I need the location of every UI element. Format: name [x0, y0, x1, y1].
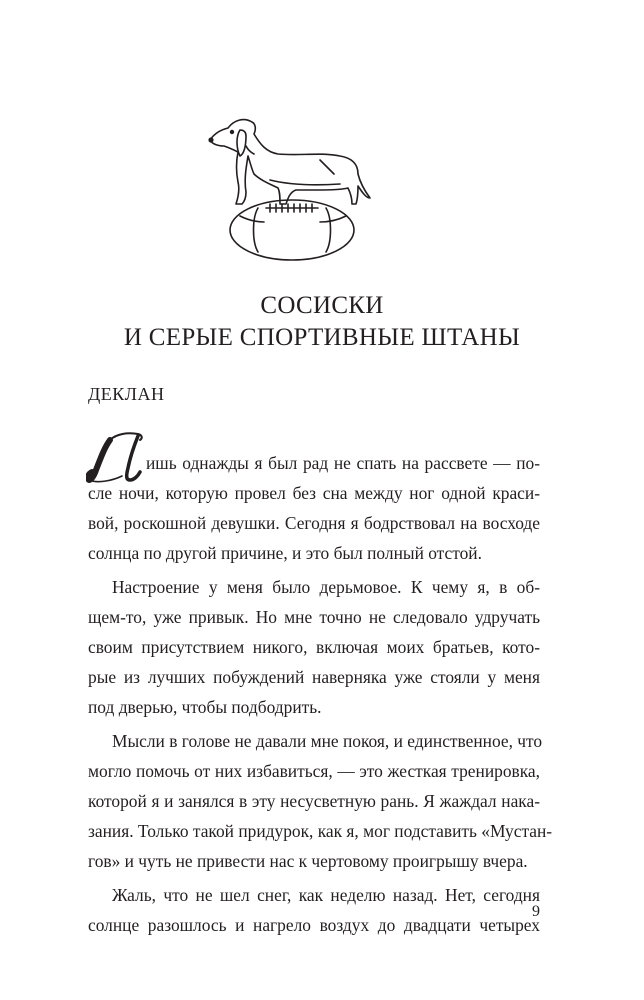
paragraph-line: вой, роскошной девушки. Сегодня я бодрствовал на восходе: [88, 513, 540, 533]
paragraph-line: рые из лучших побуждений наверняка уже стояли у меня: [88, 667, 540, 687]
paragraph-line: солнца по другой причине, и это был полный отстой.: [88, 543, 482, 563]
pov-character-name: ДЕКЛАН: [88, 384, 165, 404]
chapter-title-line-1: СОСИСКИ: [260, 292, 384, 319]
page-number: 9: [532, 903, 540, 920]
paragraph-line: под дверью, чтобы подбодрить.: [88, 697, 322, 717]
paragraph: [88, 726, 553, 876]
paragraph-line: ишь однажды я был рад не спать на рассвете — по-: [146, 453, 540, 473]
chapter-title: [0, 290, 644, 354]
paragraph-line: которой я и занялся в эту несусветную рань. Я жаждал нака-: [88, 791, 540, 811]
paragraph-line: Настроение у меня было дерьмовое. К чему я, в об-: [112, 577, 540, 597]
chapter-title-line-2: И СЕРЫЕ СПОРТИВНЫЕ ШТАНЫ: [123, 324, 521, 351]
paragraph: [88, 572, 540, 722]
paragraph-line: зания. Только такой придурок, как я, мог подставить «Мустан-: [88, 821, 553, 841]
paragraph-line: щем-то, уже привык. Но мне точно не следовало удручать: [88, 607, 540, 627]
paragraph-line: гов» и чуть не привести нас к чертовому проигрышу вчера.: [88, 851, 528, 871]
paragraph-line: Мысли в голове не давали мне покоя, и единственное, что: [112, 731, 543, 751]
paragraph-line: могло помочь от них избавиться, — это жесткая тренировка,: [88, 761, 540, 781]
paragraph-line: солнце разошлось и нагрело воздух до двадцати четырех: [88, 915, 540, 935]
chapter-body: [88, 448, 553, 940]
paragraph-line: своим присутствием никого, включая моих братьев, кото-: [88, 637, 540, 657]
dachshund-on-football-icon: [200, 100, 380, 275]
paragraph-line: Жаль, что не шел снег, как неделю назад. Нет, сегодня: [112, 885, 540, 905]
paragraph: [88, 880, 540, 940]
paragraph: [88, 448, 540, 568]
paragraph-line: сле ночи, которую провел без сна между ног одной краси-: [88, 483, 540, 503]
